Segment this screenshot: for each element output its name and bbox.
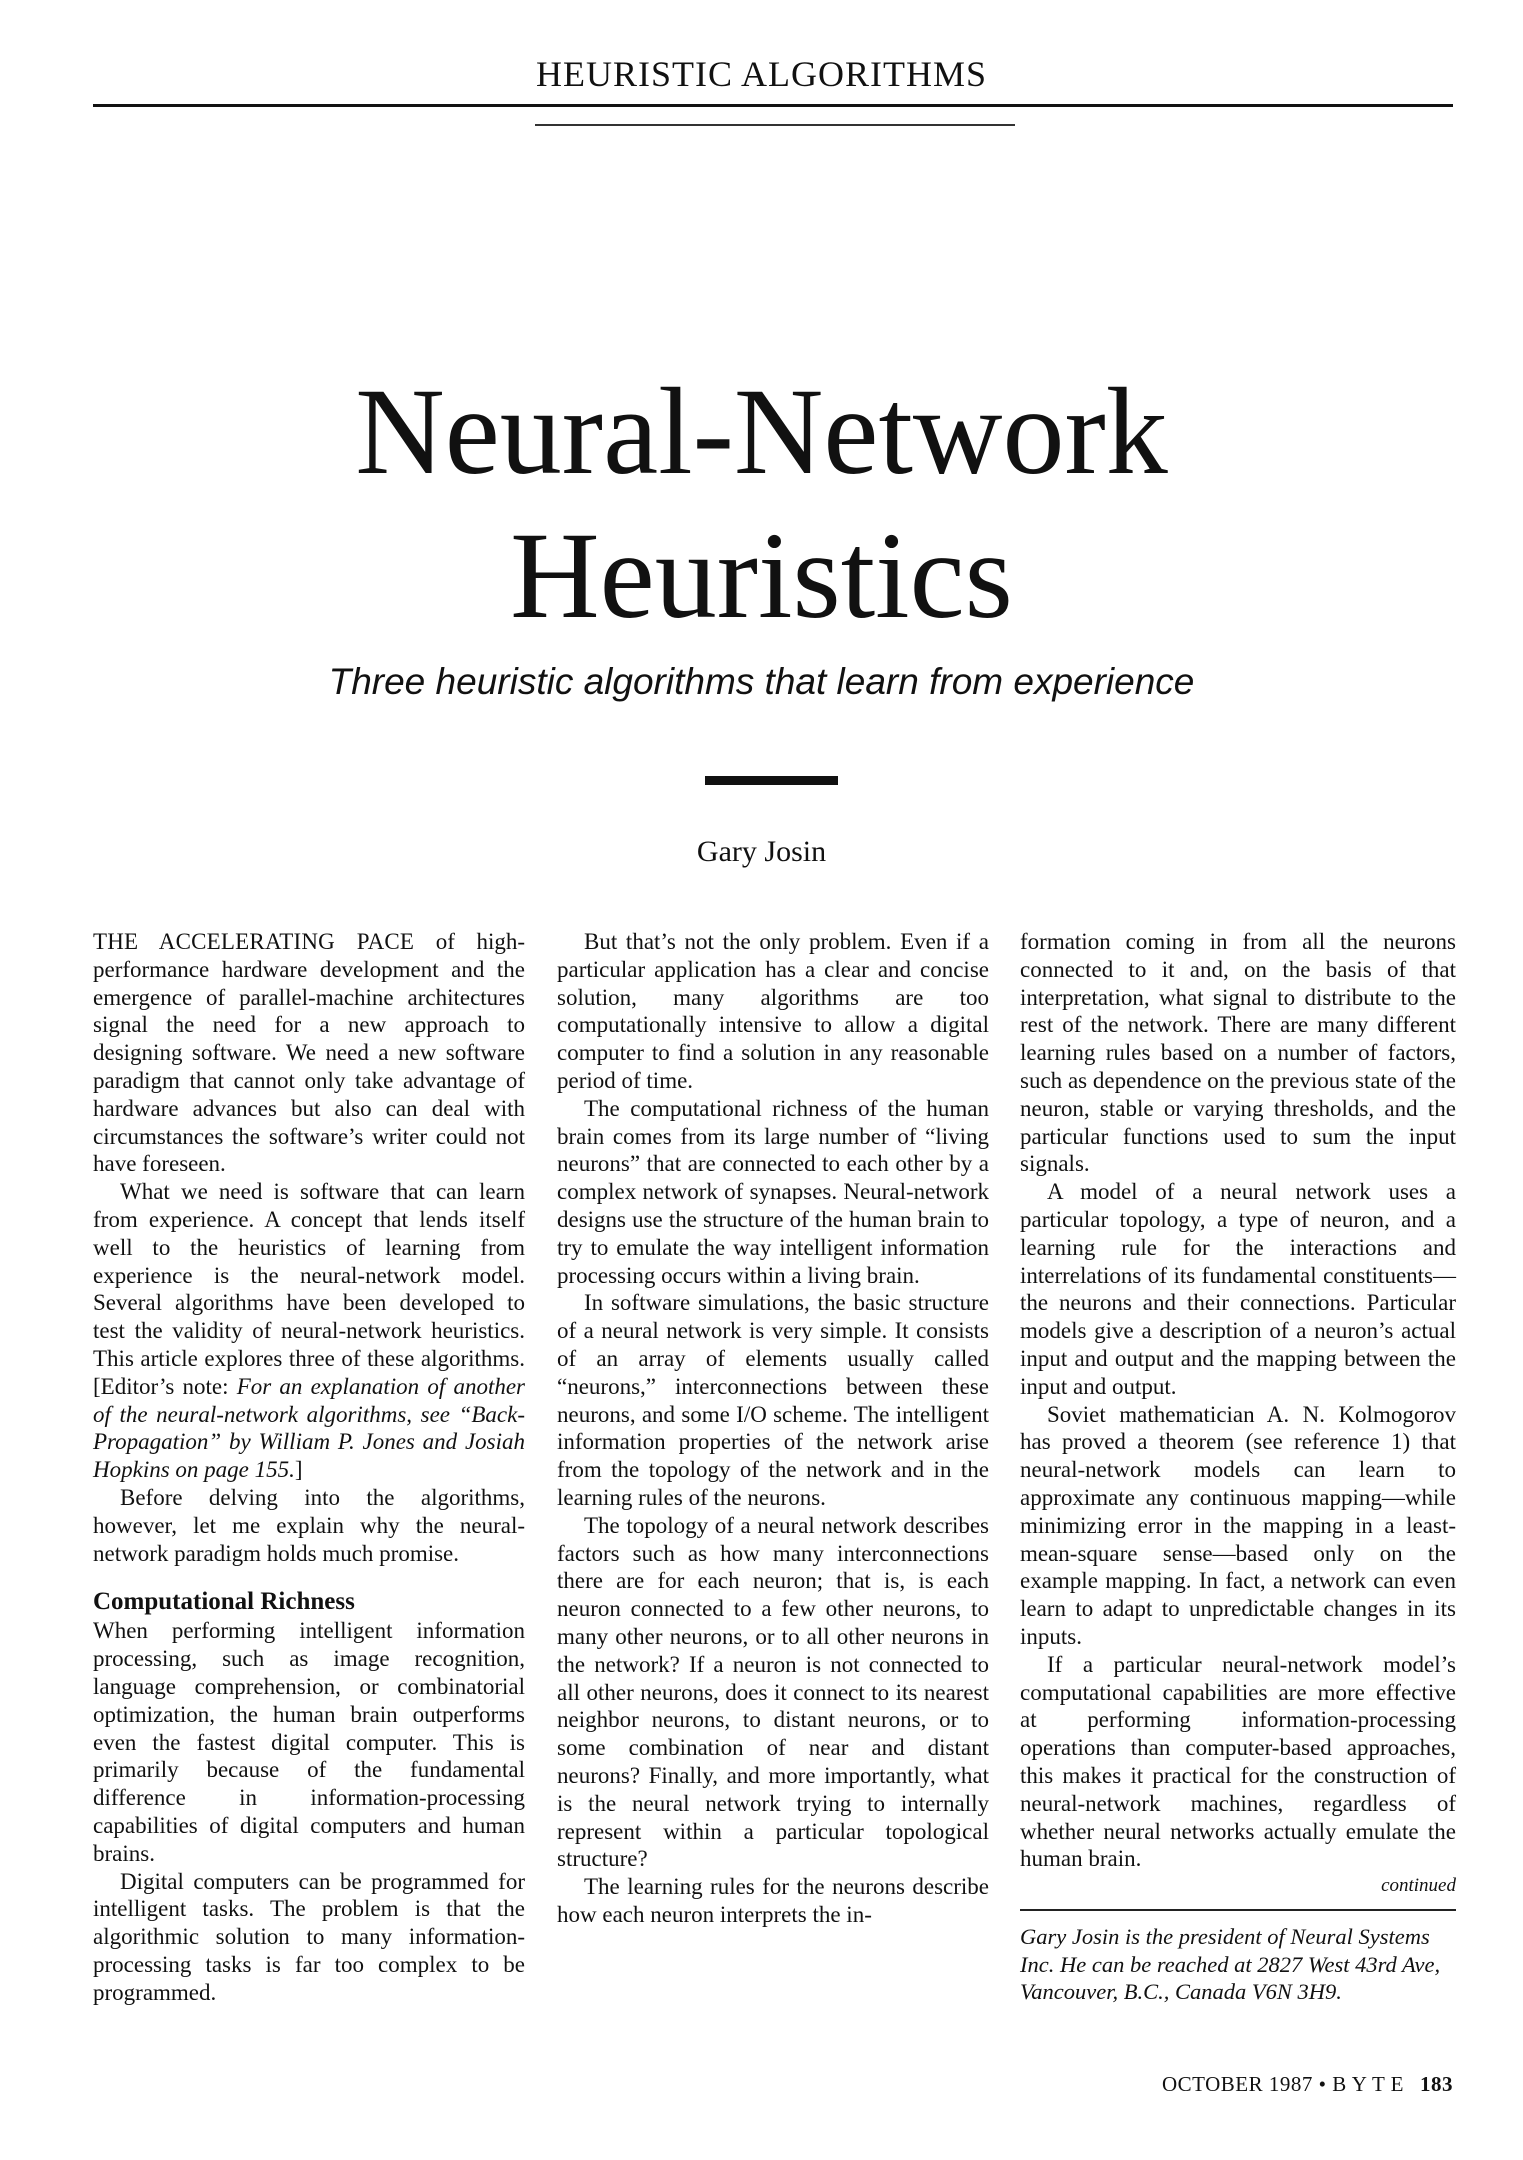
paragraph: Digital computers can be programmed for intelligent tasks. The problem is that the algorithmic solution to many information-processing tasks is far too complex to be programmed.	[93, 1868, 525, 2005]
title-line-1: Neural-Network	[355, 363, 1168, 500]
article-subtitle: Three heuristic algorithms that learn from experience	[328, 661, 1195, 702]
bio-rule	[1020, 1909, 1456, 1911]
paragraph: The topology of a neural network describes factors such as how many interconnections there are for each neuron; that is, is each neuron connected to a few other neurons, to many other neurons, or to all other neurons in the network? If a neuron is not connected to all other neurons, does it connect to its nearest neighbor neurons, to distant neurons, or to some combination of near and distant neurons? Finally, and more importantly, what is the neural network trying to internally represent within a particular topological structure?	[557, 1512, 989, 1872]
author-bio: Gary Josin is the president of Neural Systems Inc. He can be reached at 2827 West 43rd Ave, Vancouver, B.C., Canada V6N 3H9.	[1020, 1924, 1441, 2005]
paragraph: The computational richness of the human brain comes from its large number of “living neurons” that are connected to each other by a complex network of synapses. Neural-network designs use the structure of the human brain to try to emulate the way intelligent information processing occurs within a living brain.	[557, 1095, 989, 1288]
paragraph: In software simulations, the basic structure of a neural network is very simple. It consists of an array of elements usually called “neurons,” interconnections between these neurons, and some I/O scheme. The intelligent information properties of the network arise from the topology of the network and in the learning rules of the neurons.	[557, 1290, 989, 1510]
paragraph: Before delving into the algorithms, however, let me explain why the neural-network paradigm holds much promise.	[93, 1484, 525, 1566]
paragraph: The learning rules for the neurons describe how each neuron interprets the in-	[557, 1874, 989, 1927]
paragraph: What we need is software that can learn from experience. A concept that lends itself well to the heuristics of learning from experience is the neural-network model. Several algorithms have been developed to test the validity of neural-network heuristics. This article explores three of these algorithms. [Editor’s note: For an explanation of another of the neural-network algorithms, see “Back-Propagation” by William P. Jones and Josiah Hopkins on page 155.]	[93, 1179, 525, 1483]
column-2	[557, 928, 989, 1929]
paragraph: formation coming in from all the neurons connected to it and, on the basis of that interpretation, what signal to distribute to the rest of the network. There are many different learning rules based on a number of factors, such as dependence on the previous state of the neuron, stable or varying thresholds, and the particular functions used to sum the input signals.	[1020, 929, 1456, 1177]
article-title	[0, 360, 1523, 648]
column-1	[93, 928, 525, 2006]
lead-in: THE ACCELERATING PACE	[93, 929, 415, 954]
paragraph: When performing intelligent information processing, such as image recognition, language comprehension, or combinatorial optimization, the human brain outperforms even the fastest digital computer. This is primarily because of the fundamental difference in information-processing capabilities of digital computers and human brains.	[93, 1618, 525, 1866]
page-number: 183	[1420, 2072, 1453, 2096]
title-line-2: Heuristics	[510, 507, 1013, 644]
author-byline: Gary Josin	[696, 835, 827, 868]
section-heading: Computational Richness	[93, 1588, 355, 1616]
section-title: HEURISTIC ALGORITHMS	[535, 54, 987, 94]
editor-note: For an explanation of another of the neural-network algorithms, see “Back-Propagation” by William P. Jones and Josiah Hopkins on page 155.	[93, 1373, 525, 1483]
header-rule	[93, 104, 1453, 107]
paragraph: If a particular neural-network model’s computational capabilities are more effective at performing information-processing operations than computer-based approaches, this makes it practical for the construction of neural-network machines, regardless of whether neural networks actually emulate the human brain.	[1020, 1651, 1456, 1872]
page-footer	[1162, 2071, 1453, 2097]
issue-label: OCTOBER 1987 • B Y T E	[1162, 2072, 1404, 2096]
continued-label: continued	[1381, 1875, 1456, 1897]
paragraph: THE ACCELERATING PACE of high-performance hardware development and the emergence of parallel-machine architectures signal the need for a new approach to designing software. We need a new software paradigm that cannot only take advantage of hardware advances but also can deal with circumstances the software’s writer could not have foreseen.	[93, 929, 525, 1177]
paragraph: But that’s not the only problem. Even if a particular application has a clear and concise solution, many algorithms are too computationally intensive to allow a digital computer to find a solution in any reasonable period of time.	[557, 929, 989, 1093]
paragraph: A model of a neural network uses a particular topology, a type of neuron, and a learning rule for the interactions and interrelations of its fundamental constituents—the neurons and their connections. Particular models give a description of a neuron’s actual input and output and the mapping between the input and output.	[1020, 1179, 1456, 1399]
header-rule-short	[535, 124, 1015, 126]
column-3	[1020, 928, 1456, 2006]
title-divider	[705, 776, 838, 785]
paragraph: Soviet mathematician A. N. Kolmogorov has proved a theorem (see reference 1) that neural-network models can learn to approximate any continuous mapping—while minimizing error in the mapping in a least-mean-square sense—based only on the example mapping. In fact, a network can even learn to adapt to unpredictable changes in its inputs.	[1020, 1401, 1456, 1649]
